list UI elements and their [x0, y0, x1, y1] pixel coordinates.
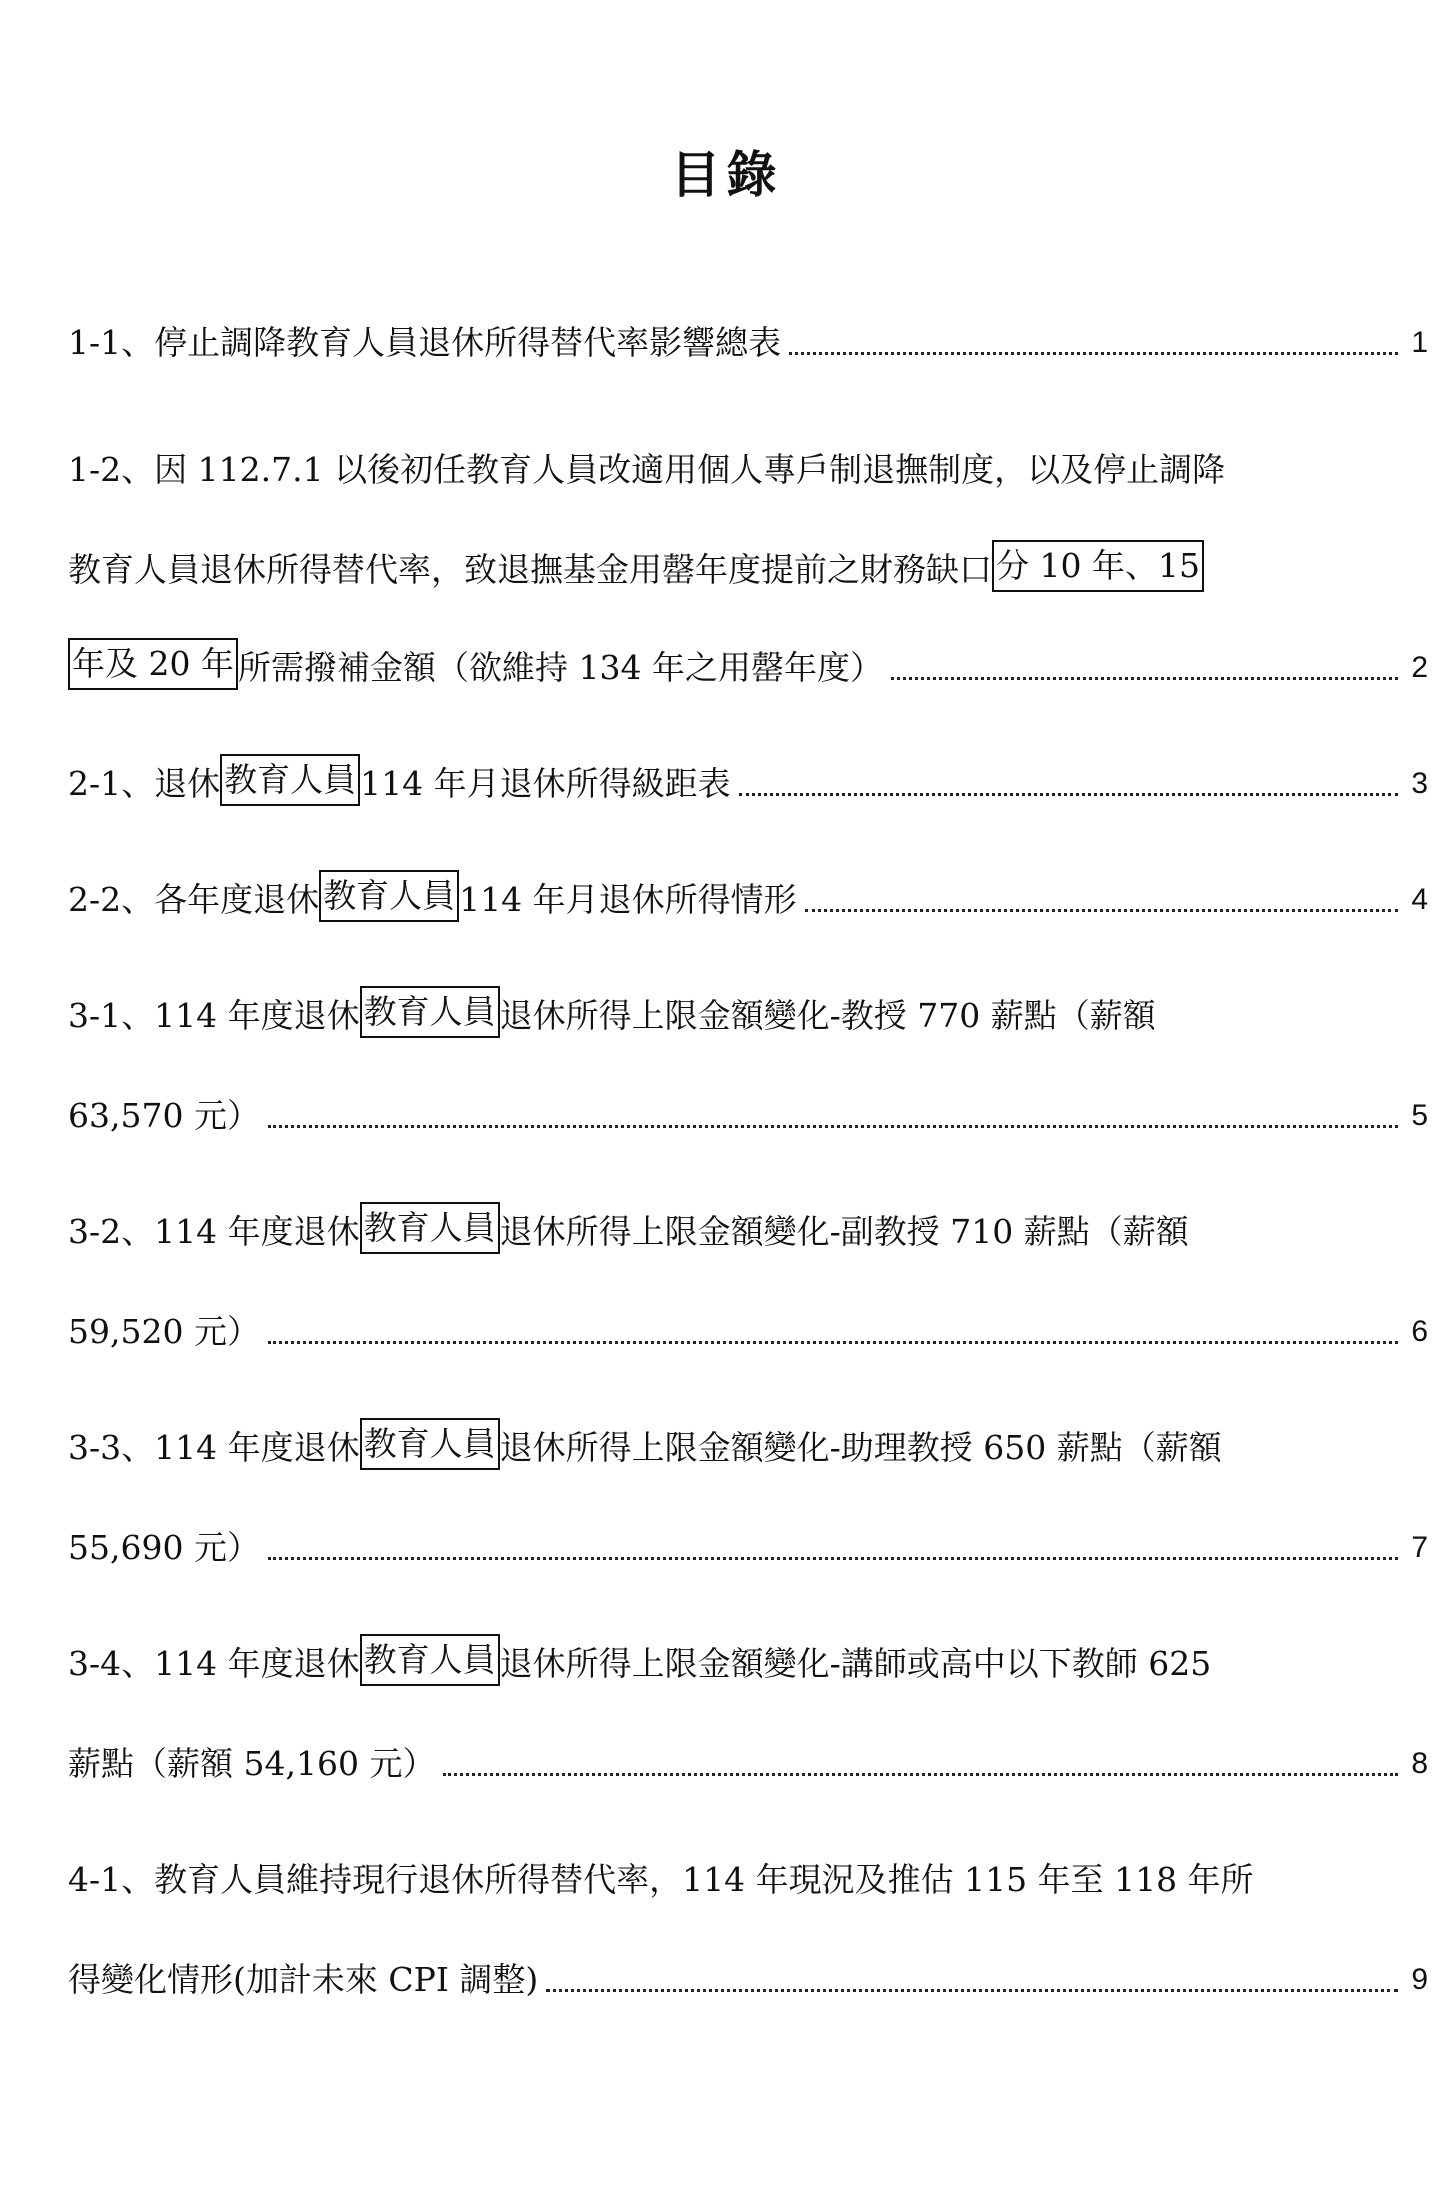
toc-entry-text: 退休所得上限金額變化-講師或高中以下教師 625 [499, 1644, 1212, 1683]
toc-page-number: 6 [1411, 1315, 1428, 1348]
toc-entry-text: 3-1、114 年度退休 [68, 996, 360, 1035]
toc-leader-dots [789, 351, 1398, 355]
toc-entry-3-2-line-1[interactable] [68, 1194, 1428, 1254]
highlight-box: 教育人員 [360, 986, 500, 1038]
toc-entry-3-3-line-2[interactable] [68, 1510, 1428, 1570]
toc-entry-text: 退休所得上限金額變化-助理教授 650 薪點（薪額 [499, 1428, 1222, 1467]
toc-entry-text: 1-2、因 112.7.1 以後初任教育人員改適用個人專戶制退撫制度，以及停止調降 [68, 450, 1226, 489]
toc-entry-text: 55,690 元） [68, 1528, 260, 1567]
toc-leader-dots [891, 676, 1398, 680]
toc-entry-text: 114 年月退休所得級距表 [360, 764, 731, 803]
toc-leader-dots [268, 1340, 1398, 1344]
toc-entry-3-4-line-1[interactable] [68, 1626, 1428, 1686]
page-title: 目錄 [670, 146, 783, 204]
toc-entry-3-1-line-1[interactable] [68, 978, 1428, 1038]
highlight-box: 教育人員 [360, 1418, 500, 1470]
toc-entry-3-4-line-2[interactable] [68, 1726, 1428, 1786]
toc-entry-text: 63,570 元） [68, 1096, 260, 1135]
toc-entry-text: 2-1、退休 [68, 764, 221, 803]
toc-leader-dots [268, 1124, 1398, 1128]
toc-page-number: 5 [1411, 1099, 1428, 1132]
toc-leader-dots [268, 1556, 1398, 1560]
highlight-box: 教育人員 [360, 1634, 500, 1686]
toc-entry-text: 59,520 元） [68, 1312, 260, 1351]
toc-entry-text: 2-2、各年度退休 [68, 880, 320, 919]
toc-page-number: 2 [1411, 651, 1428, 684]
toc-entry-3-2-line-2[interactable] [68, 1294, 1428, 1354]
toc-entry-text: 教育人員退休所得替代率，致退撫基金用罄年度提前之財務缺口 [68, 550, 992, 589]
highlight-box: 分 10 年、15 [992, 540, 1204, 592]
toc-entry-1-2-line-1[interactable] [68, 432, 1428, 492]
toc-entry-1-2-line-2[interactable] [68, 532, 1428, 592]
toc-entry-text: 114 年月退休所得情形 [459, 880, 797, 919]
highlight-box: 教育人員 [319, 870, 459, 922]
toc-entry-3-3-line-1[interactable] [68, 1410, 1428, 1470]
toc-entry-text: 退休所得上限金額變化-教授 770 薪點（薪額 [499, 996, 1156, 1035]
toc-entry-text: 所需撥補金額（欲維持 134 年之用罄年度） [237, 648, 883, 687]
highlight-box: 教育人員 [220, 754, 360, 806]
toc-entry-2-1[interactable] [68, 746, 1428, 806]
toc-entry-text: 3-2、114 年度退休 [68, 1212, 360, 1251]
toc-entry-text: 1-1、停止調降教育人員退休所得替代率影響總表 [68, 323, 782, 362]
toc-entry-4-1-line-1[interactable] [68, 1842, 1428, 1902]
toc-page-number: 1 [1411, 326, 1428, 359]
toc-entry-text: 得變化情形(加計未來 CPI 調整) [68, 1960, 539, 1999]
toc-entry-3-1-line-2[interactable] [68, 1078, 1428, 1138]
toc-leader-dots [443, 1772, 1398, 1776]
highlight-box: 年及 20 年 [68, 638, 238, 690]
highlight-box: 教育人員 [360, 1202, 500, 1254]
toc-entry-4-1-line-2[interactable] [68, 1942, 1428, 2002]
toc-entry-text: 4-1、教育人員維持現行退休所得替代率，114 年現況及推估 115 年至 118 年所 [68, 1860, 1254, 1899]
toc-page-number: 9 [1411, 1963, 1428, 1996]
toc-entry-text: 退休所得上限金額變化-副教授 710 薪點（薪額 [499, 1212, 1189, 1251]
toc-entry-1-2-line-3[interactable] [68, 630, 1428, 690]
toc-page-number: 3 [1411, 767, 1428, 800]
toc-leader-dots [805, 908, 1398, 912]
toc-page-number: 4 [1411, 883, 1428, 916]
toc-entry-text: 3-3、114 年度退休 [68, 1428, 360, 1467]
toc-entry-text: 3-4、114 年度退休 [68, 1644, 360, 1683]
toc-page-number: 7 [1411, 1531, 1428, 1564]
toc-leader-dots [739, 792, 1398, 796]
toc-entry-1-1[interactable] [68, 305, 1428, 365]
toc-entry-2-2[interactable] [68, 862, 1428, 922]
toc-page-number: 8 [1411, 1747, 1428, 1780]
toc-leader-dots [546, 1988, 1398, 1992]
toc-entry-text: 薪點（薪額 54,160 元） [68, 1744, 436, 1783]
